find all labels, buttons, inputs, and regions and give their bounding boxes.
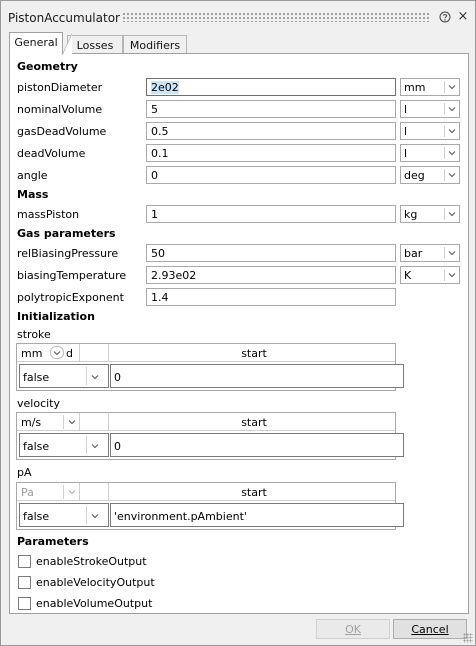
pa-label: pA (17, 466, 32, 479)
piston-diameter-label: pistonDiameter (17, 81, 103, 94)
checkbox-label: enableVolumeOutput (36, 597, 153, 610)
unit-value: Pa (21, 486, 34, 499)
dead-volume-unit-select[interactable] (400, 144, 460, 162)
nominal-volume-label: nominalVolume (17, 103, 103, 116)
gas-dead-volume-label: gasDeadVolume (17, 125, 107, 138)
checkbox-label: enableVelocityOutput (36, 576, 155, 589)
unit-value: l (404, 147, 408, 160)
section-parameters: Parameters (17, 535, 89, 548)
angle-input[interactable]: 0 (146, 166, 396, 184)
tab-losses[interactable] (67, 35, 123, 54)
polytropic-exponent-input[interactable]: 1.4 (146, 288, 396, 306)
col-separator (79, 344, 80, 362)
chevron-down-icon (90, 372, 100, 382)
unit-separator (444, 81, 445, 93)
pa-start-input[interactable] (110, 503, 404, 527)
unit-value: m/s (21, 416, 42, 429)
mass-piston-input[interactable]: 1 (146, 205, 396, 223)
rel-biasing-pressure-input[interactable]: 50 (146, 244, 396, 262)
cancel-button-label: Cancel (411, 623, 449, 636)
section-gas-parameters: Gas parameters (17, 227, 116, 240)
unit-separator (444, 208, 445, 220)
stroke-label: stroke (17, 328, 51, 341)
mass-piston-label: massPiston (17, 208, 80, 221)
velocity-fixed-select[interactable] (19, 433, 109, 457)
nominal-volume-unit-select[interactable] (400, 100, 460, 118)
chevron-down-icon (90, 511, 100, 521)
chevron-down-icon (447, 270, 457, 280)
checkbox-box[interactable] (18, 555, 31, 568)
piston-diameter-value: 2e02 (151, 81, 179, 94)
checkbox-box[interactable] (18, 576, 31, 589)
unit-value: l (404, 103, 408, 116)
biasing-temperature-input[interactable]: 2.93e02 (146, 266, 396, 284)
polytropic-exponent-label: polytropicExponent (17, 291, 124, 304)
chevron-down-icon (447, 148, 457, 158)
start-column-header: start (241, 486, 267, 499)
grid-header (17, 344, 395, 362)
tab-label: Losses (76, 39, 114, 52)
chevron-down-icon (90, 441, 100, 451)
unit-separator (63, 415, 64, 429)
col-separator (79, 413, 80, 431)
cancel-button[interactable] (393, 619, 467, 639)
chevron-down-icon (447, 104, 457, 114)
unit-separator (444, 125, 445, 137)
resize-grip[interactable] (463, 633, 473, 643)
velocity-grid (16, 412, 396, 460)
pa-fixed-select[interactable] (19, 503, 109, 527)
biasing-temperature-unit-select[interactable] (400, 266, 460, 284)
general-panel (9, 53, 469, 614)
tab-modifiers[interactable] (123, 35, 187, 54)
enable-velocity-output-checkbox[interactable] (10, 574, 310, 592)
chevron-down-icon (447, 248, 457, 258)
dead-volume-label: deadVolume (17, 147, 86, 160)
biasing-temperature-label: biasingTemperature (17, 269, 127, 282)
chevron-down-icon (67, 487, 77, 497)
window-title: PistonAccumulator (8, 11, 120, 25)
select-separator (86, 506, 87, 524)
unit-value: mm (404, 81, 426, 94)
gas-dead-volume-input[interactable]: 0.5 (146, 122, 396, 140)
select-separator (86, 367, 87, 385)
stroke-extra-label: d (66, 347, 73, 360)
unit-value: deg (404, 169, 425, 182)
grid-header (17, 483, 395, 501)
ok-button[interactable] (316, 619, 390, 639)
unit-separator (63, 485, 64, 499)
unit-value: K (404, 269, 412, 282)
col-separator (79, 483, 80, 501)
tab-general[interactable] (9, 32, 63, 55)
start-column-header: start (241, 416, 267, 429)
chevron-down-icon (447, 82, 457, 92)
section-initialization: Initialization (17, 310, 95, 323)
chevron-down-icon (447, 170, 457, 180)
help-icon[interactable] (439, 11, 451, 23)
stroke-fixed-select[interactable] (19, 364, 109, 388)
rel-biasing-pressure-label: relBiasingPressure (17, 247, 119, 260)
stroke-start-input[interactable] (110, 364, 404, 388)
rel-biasing-pressure-unit-select[interactable] (400, 244, 460, 262)
chevron-down-icon (67, 417, 77, 427)
unit-separator (444, 169, 445, 181)
start-value: 0 (114, 440, 121, 453)
dead-volume-input[interactable]: 0.1 (146, 144, 396, 162)
select-separator (86, 436, 87, 454)
checkbox-label: enableStrokeOutput (36, 555, 147, 568)
fixed-value: false (23, 371, 50, 384)
fixed-value: false (23, 440, 50, 453)
stroke-grid (16, 343, 396, 391)
unit-separator (444, 269, 445, 281)
ok-button-label: OK (345, 623, 361, 636)
piston-diameter-unit-select[interactable] (400, 78, 460, 96)
section-geometry: Geometry (17, 60, 78, 73)
velocity-label: velocity (17, 397, 60, 410)
angle-label: angle (17, 169, 48, 182)
start-value: 0 (114, 371, 121, 384)
unit-separator (444, 103, 445, 115)
unit-dropdown-toggle[interactable] (50, 346, 64, 359)
tab-bar (9, 32, 469, 54)
mass-piston-unit-select[interactable] (400, 205, 460, 223)
velocity-start-input[interactable] (110, 433, 404, 457)
pa-grid (16, 482, 396, 530)
piston-diameter-input[interactable] (146, 78, 396, 96)
enable-stroke-output-checkbox[interactable] (10, 553, 310, 571)
start-value: 'environment.pAmbient' (114, 510, 247, 523)
tab-corner (62, 33, 72, 55)
chevron-down-icon (447, 126, 457, 136)
start-column-header: start (241, 347, 267, 360)
enable-volume-output-checkbox[interactable] (10, 595, 310, 613)
grid-header (17, 413, 395, 431)
close-icon[interactable]: × (457, 9, 469, 24)
unit-value: bar (404, 247, 423, 260)
angle-unit-select[interactable] (400, 166, 460, 184)
gas-dead-volume-unit-select[interactable] (400, 122, 460, 140)
unit-separator (444, 147, 445, 159)
chevron-down-icon (447, 209, 457, 219)
unit-separator (444, 247, 445, 259)
nominal-volume-input[interactable]: 5 (146, 100, 396, 118)
fixed-value: false (23, 510, 50, 523)
tab-label: General (14, 36, 58, 49)
section-mass: Mass (17, 188, 49, 201)
checkbox-box[interactable] (18, 597, 31, 610)
title-bar[interactable] (1, 1, 475, 29)
unit-value: kg (404, 208, 418, 221)
drag-grip[interactable] (122, 12, 430, 22)
unit-value: l (404, 125, 408, 138)
tab-label: Modifiers (129, 39, 181, 52)
unit-value: mm (21, 347, 43, 360)
chevron-down-icon (52, 348, 62, 358)
